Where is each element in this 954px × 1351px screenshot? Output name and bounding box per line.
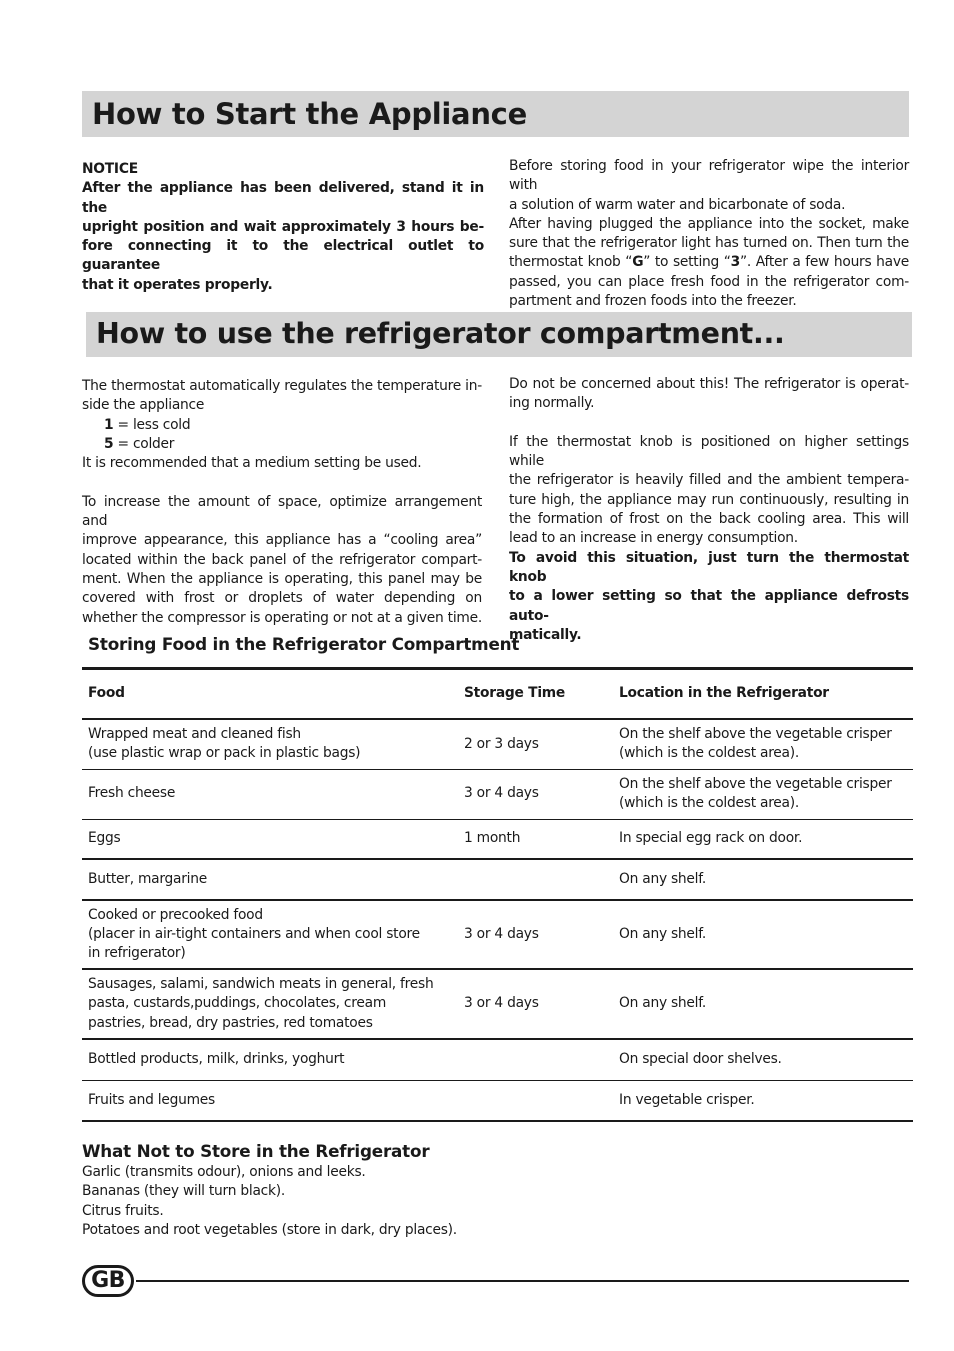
thermo-setting: [82, 416, 482, 435]
location-cell: [613, 900, 913, 969]
notice-line: fore connecting it to the electrical outlet to guarantee: [82, 238, 484, 274]
food-cell-line: (use plastic wrap or pack in plastic bags): [88, 745, 361, 762]
notice-line: After the appliance has been delivered, stand it in the: [82, 180, 484, 216]
table-row: [82, 859, 913, 900]
thermo-line: side the appliance: [82, 397, 205, 414]
header-storage-time: Storage Time: [458, 669, 613, 720]
food-cell: [82, 969, 458, 1039]
location-cell-line: On special door shelves.: [619, 1051, 782, 1068]
food-cell-line: Eggs: [88, 830, 121, 847]
storage-time-cell: [458, 859, 613, 900]
food-cell-line: Cooked or precooked food: [88, 906, 263, 923]
normal-line: Do not be concerned about this! The refrigerator is operat-: [509, 376, 909, 392]
knob-mid: ” to setting “: [643, 254, 731, 271]
storage-time-cell: [458, 1039, 613, 1080]
avoid-line: matically.: [509, 626, 582, 643]
storage-time-cell: 3 or 4 days: [458, 900, 613, 969]
header-location: Location in the Refrigerator: [613, 669, 913, 720]
intro-line: a solution of warm water and bicarbonate of soda.: [509, 196, 846, 213]
thermo-setting: [82, 435, 482, 454]
avoid-line: To avoid this situation, just turn the thermostat knob: [509, 549, 909, 585]
location-cell-line: On the shelf above the vegetable crisper: [619, 725, 892, 742]
location-cell: [613, 1080, 913, 1121]
food-cell-line: Fresh cheese: [88, 785, 176, 802]
location-cell-line: In special egg rack on door.: [619, 830, 803, 847]
storage-time-cell: [458, 1080, 613, 1121]
knob-setting: 3: [730, 254, 741, 271]
food-cell: [82, 1080, 458, 1121]
table-row: [82, 1039, 913, 1080]
food-cell-line: in refrigerator): [88, 945, 186, 962]
food-cell-line: Bottled products, milk, drinks, yoghurt: [88, 1051, 345, 1068]
food-cell: [82, 1039, 458, 1080]
list-item: Bananas (they will turn black).: [82, 1183, 285, 1200]
footer-rule: [136, 1280, 909, 1282]
location-cell: [613, 859, 913, 900]
high-line: the refrigerator is heavily filled and the ambient tempera-: [509, 472, 909, 489]
storage-time-cell: 2 or 3 days: [458, 719, 613, 769]
storage-time-cell: 1 month: [458, 819, 613, 859]
table-title: Storing Food in the Refrigerator Compartment: [88, 634, 520, 654]
notice-line: that it operates properly.: [82, 276, 273, 293]
location-cell-line: On the shelf above the vegetable crisper: [619, 775, 892, 792]
thermo-line: The thermostat automatically regulates the temperature in-: [82, 378, 482, 394]
food-cell-line: Fruits and legumes: [88, 1091, 215, 1108]
cooling-line: whether the compressor is operating or not at a given time.: [82, 609, 482, 626]
high-line: lead to an increase in energy consumption.: [509, 530, 798, 547]
cooling-line: improve appearance, this appliance has a “cooling area”: [82, 532, 482, 549]
setting-number: 5: [104, 435, 114, 452]
storage-time-cell: 3 or 4 days: [458, 769, 613, 819]
table-row: [82, 719, 913, 769]
storage-time-cell: 3 or 4 days: [458, 969, 613, 1039]
table-row: [82, 900, 913, 969]
normal-line: ing normally.: [509, 395, 595, 412]
setting-number: 1: [104, 416, 114, 433]
cooling-line: To increase the amount of space, optimize arrangement and: [82, 493, 482, 530]
knob-prefix: thermostat knob “: [509, 254, 633, 271]
setting-text: = colder: [113, 435, 175, 452]
thermostat-block: [82, 377, 482, 628]
what-not-list: [82, 1163, 682, 1240]
table-row: [82, 769, 913, 819]
high-line: If the thermostat knob is positioned on higher settings while: [509, 433, 909, 470]
location-cell-line: On any shelf.: [619, 995, 706, 1012]
section-title-start: How to Start the Appliance: [82, 91, 909, 137]
cooling-line: ment. When the appliance is operating, this panel may be: [82, 570, 482, 587]
intro-line: partment and frozen foods into the freezer.: [509, 293, 797, 310]
location-cell-line: (which is the coldest area).: [619, 795, 800, 811]
table-header-row: [82, 669, 913, 720]
intro-block: [509, 157, 909, 311]
list-item: Potatoes and root vegetables (store in dark, dry places).: [82, 1221, 457, 1238]
location-cell: [613, 719, 913, 769]
table-row: [82, 819, 913, 859]
cooling-line: covered with frost or droplets of water depending on: [82, 590, 482, 607]
intro-line: Before storing food in your refrigerator wipe the interior with: [509, 158, 909, 194]
country-badge: GB: [82, 1265, 134, 1297]
intro-line: passed, you can place fresh food in the refrigerator com-: [509, 273, 909, 290]
intro-line: sure that the refrigerator light has turned on. Then turn the: [509, 235, 909, 252]
setting-text: = less cold: [113, 416, 191, 433]
intro-knob-line: [509, 253, 909, 272]
header-food: Food: [82, 669, 458, 720]
food-cell: [82, 719, 458, 769]
food-cell: [82, 859, 458, 900]
food-storage-table: [82, 667, 913, 1122]
food-cell-line: (placer in air-tight containers and when cool store: [88, 925, 420, 942]
food-cell-line: Sausages, salami, sandwich meats in general, fresh: [88, 976, 434, 993]
list-item: Garlic (transmits odour), onions and leeks.: [82, 1164, 366, 1180]
section-title-use: How to use the refrigerator compartment...: [86, 312, 912, 357]
thermo-recommend: It is recommended that a medium setting be used.: [82, 455, 422, 472]
food-cell-line: Wrapped meat and cleaned fish: [88, 725, 301, 742]
table-row: [82, 969, 913, 1039]
food-cell-line: pastries, bread, dry pastries, red tomatoes: [88, 1014, 373, 1031]
notice-line: upright position and wait approximately 3 hours be-: [82, 218, 484, 235]
location-cell: [613, 969, 913, 1039]
food-cell: [82, 900, 458, 969]
high-line: ture high, the appliance may run continuously, resulting in: [509, 491, 909, 508]
avoid-line: to a lower setting so that the appliance defrosts auto-: [509, 588, 909, 624]
what-not-title: What Not to Store in the Refrigerator: [82, 1141, 430, 1161]
location-cell-line: On any shelf.: [619, 925, 706, 942]
location-cell-line: (which is the coldest area).: [619, 745, 800, 762]
food-cell: [82, 819, 458, 859]
list-item: Citrus fruits.: [82, 1202, 164, 1219]
notice-heading: NOTICE: [82, 161, 138, 177]
location-cell: [613, 1039, 913, 1080]
food-cell-line: Butter, margarine: [88, 870, 207, 887]
food-cell: [82, 769, 458, 819]
location-cell-line: In vegetable crisper.: [619, 1091, 755, 1108]
intro-line: After having plugged the appliance into the socket, make: [509, 215, 909, 232]
location-cell: [613, 769, 913, 819]
cooling-line: located within the back panel of the refrigerator compart-: [82, 551, 482, 568]
knob-letter: G: [632, 254, 644, 271]
knob-suffix: ”. After a few hours have: [740, 254, 909, 271]
normal-operation-block: [509, 375, 909, 645]
notice-block: [82, 160, 484, 295]
high-line: the formation of frost on the back cooling area. This will: [509, 511, 909, 528]
location-cell: [613, 819, 913, 859]
location-cell-line: On any shelf.: [619, 870, 706, 887]
food-cell-line: pasta, custards,puddings, chocolates, cream: [88, 995, 387, 1012]
table-row: [82, 1080, 913, 1121]
